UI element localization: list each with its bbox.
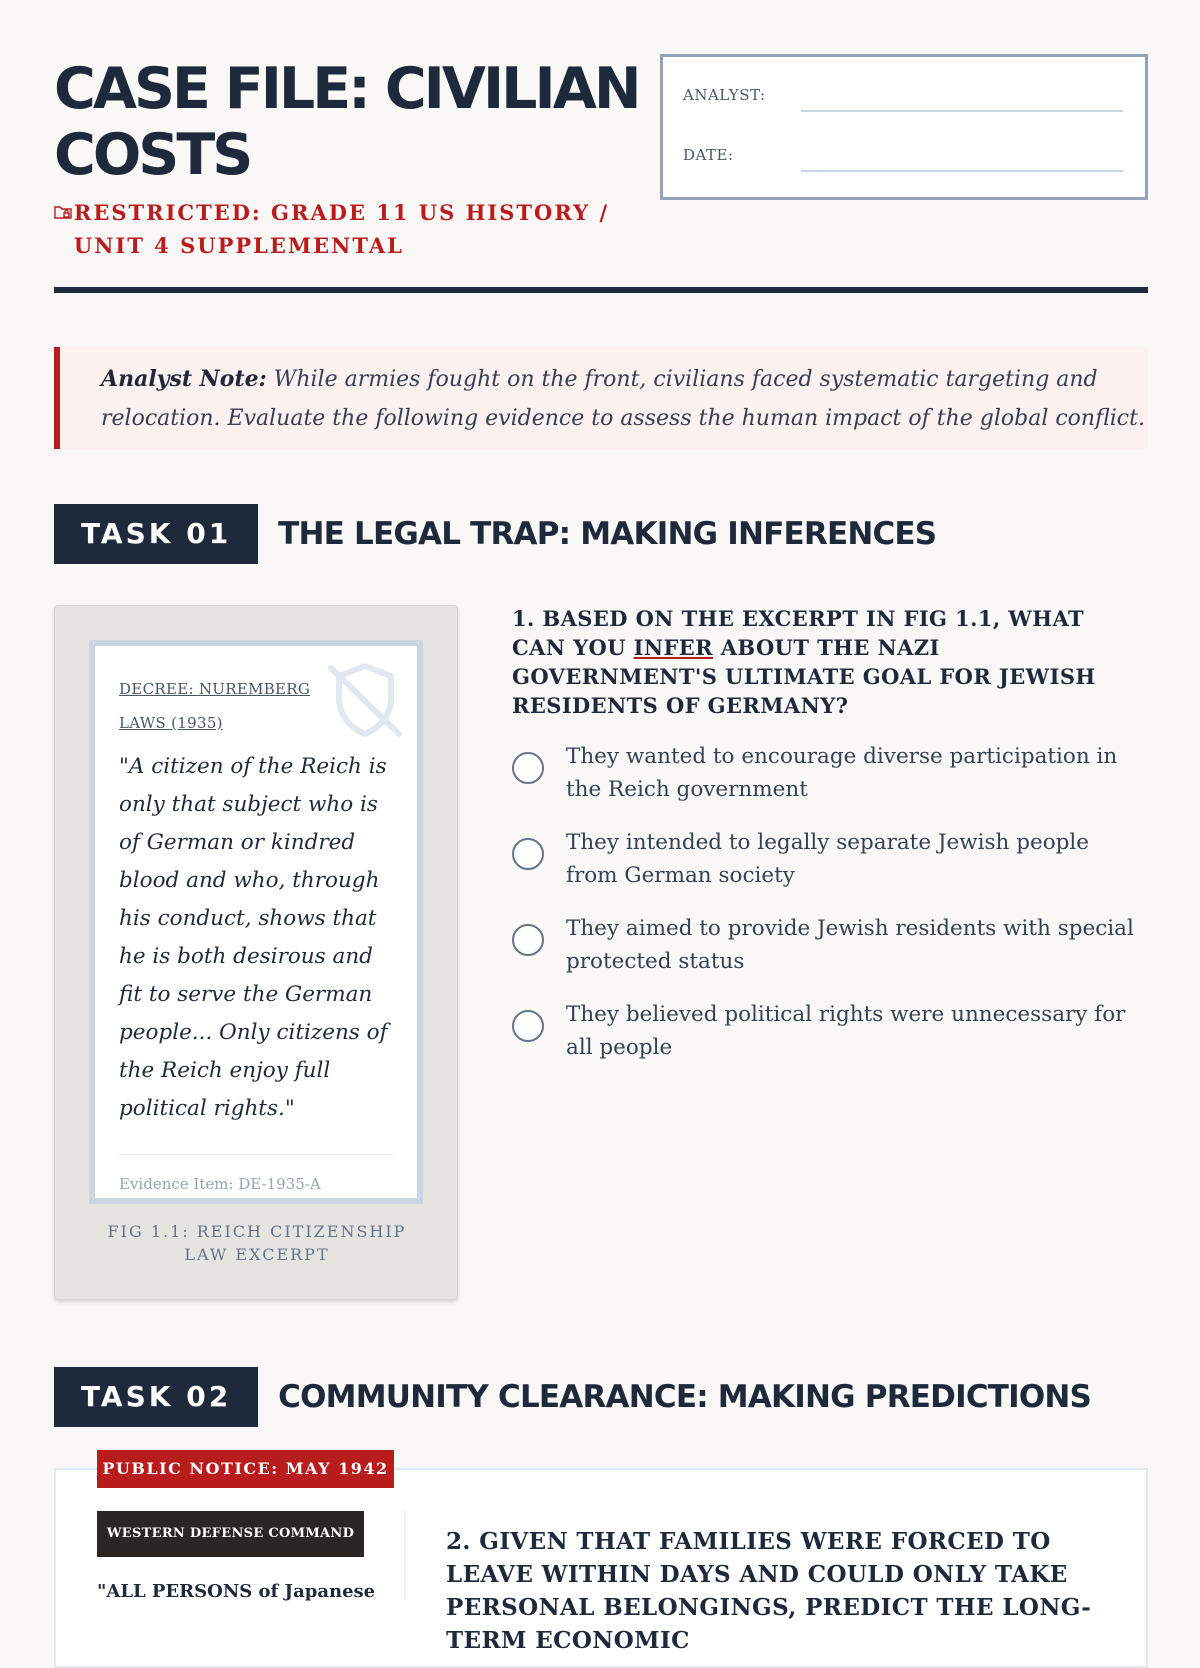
- page-header: [54, 54, 1148, 294]
- question-1-text: [512, 604, 1142, 720]
- header-divider: [54, 287, 1148, 293]
- question-1: [512, 604, 1142, 1084]
- date-label: DATE:: [683, 146, 734, 164]
- radio-button[interactable]: [512, 924, 544, 956]
- folder-lock-icon: [54, 196, 74, 262]
- answer-option-b[interactable]: [512, 826, 1142, 892]
- answer-option-label: They wanted to encourage diverse participation in the Reich government: [566, 744, 1118, 802]
- radio-button[interactable]: [512, 838, 544, 870]
- document-heading: DECREE: NUREMBERG LAWS (1935): [119, 680, 311, 732]
- figure-panel: [54, 605, 458, 1300]
- note-label: Analyst Note:: [101, 366, 267, 392]
- task-01-tag: TASK 01: [54, 504, 258, 564]
- evidence-id: Evidence Item: DE-1935-A: [119, 1175, 321, 1193]
- analyst-input-line[interactable]: [801, 110, 1123, 112]
- notice-quote: "ALL PERSONS of Japanese: [97, 1581, 376, 1602]
- task-01-header: [54, 504, 936, 564]
- figure-caption: FIG 1.1: REICH CITIZENSHIP LAW EXCERPT: [107, 1222, 407, 1264]
- page-title: CASE FILE: CIVILIAN COSTS: [54, 56, 639, 188]
- public-notice-tag: PUBLIC NOTICE: MAY 1942: [97, 1450, 394, 1488]
- answer-option-label: They believed political rights were unnecessary for all people: [566, 1002, 1126, 1060]
- task-02-tag: TASK 02: [54, 1367, 258, 1427]
- analyst-field[interactable]: [683, 86, 1123, 116]
- answer-option-label: They aimed to provide Jewish residents with special protected status: [566, 916, 1134, 974]
- evidence-document: [89, 640, 423, 1204]
- answer-option-label: They intended to legally separate Jewish people from German society: [566, 830, 1090, 888]
- question-2-text: 2. GIVEN THAT FAMILIES WERE FORCED TO LEAVE WITHIN DAYS AND COULD ONLY TAKE PERSONAL BELONGINGS, PREDICT THE LONG-TERM ECONOMIC: [446, 1528, 1092, 1654]
- analyst-label: ANALYST:: [683, 86, 766, 104]
- shield-off-icon: [327, 660, 403, 744]
- analyst-note: [54, 347, 1148, 449]
- document-divider: [119, 1154, 393, 1155]
- task-02-header: [54, 1367, 1091, 1427]
- restricted-banner: [54, 196, 654, 262]
- radio-button[interactable]: [512, 752, 544, 784]
- task-02-divider: [404, 1510, 405, 1600]
- date-input-line[interactable]: [801, 170, 1123, 172]
- question-1-text-start: 1. BASED ON THE EXCERPT IN FIG 1.1, WHAT CAN YOU: [512, 606, 1085, 660]
- answer-option-a[interactable]: [512, 740, 1142, 806]
- answer-option-d[interactable]: [512, 998, 1142, 1064]
- note-text: While armies fought on the front, civilians faced systematic targeting and relocation. Evaluate the following evidence to assess the human impact of the global conflict.: [101, 367, 1145, 431]
- date-field[interactable]: [683, 146, 1123, 176]
- question-1-text-end: ABOUT THE NAZI GOVERNMENT'S ULTIMATE GOAL FOR JEWISH RESIDENTS OF GERMANY?: [512, 635, 1096, 718]
- document-quote: "A citizen of the Reich is only that subject who is of German or kindred blood and who, through his conduct, shows that he is both desirous and fit to serve the German people... Only citizens of the Reich enjoy full political rights.": [119, 754, 388, 1121]
- answer-option-c[interactable]: [512, 912, 1142, 978]
- task-02-title: COMMUNITY CLEARANCE: MAKING PREDICTIONS: [278, 1379, 1092, 1415]
- command-banner: WESTERN DEFENSE COMMAND: [97, 1511, 364, 1557]
- radio-button[interactable]: [512, 1010, 544, 1042]
- task-01-title: THE LEGAL TRAP: MAKING INFERENCES: [278, 516, 937, 552]
- question-1-keyword: INFER: [633, 635, 714, 660]
- analyst-info-box: [660, 54, 1148, 200]
- restricted-label: RESTRICTED: GRADE 11 US HISTORY / UNIT 4 SUPPLEMENTAL: [73, 200, 610, 258]
- question-1-options: [512, 740, 1142, 1064]
